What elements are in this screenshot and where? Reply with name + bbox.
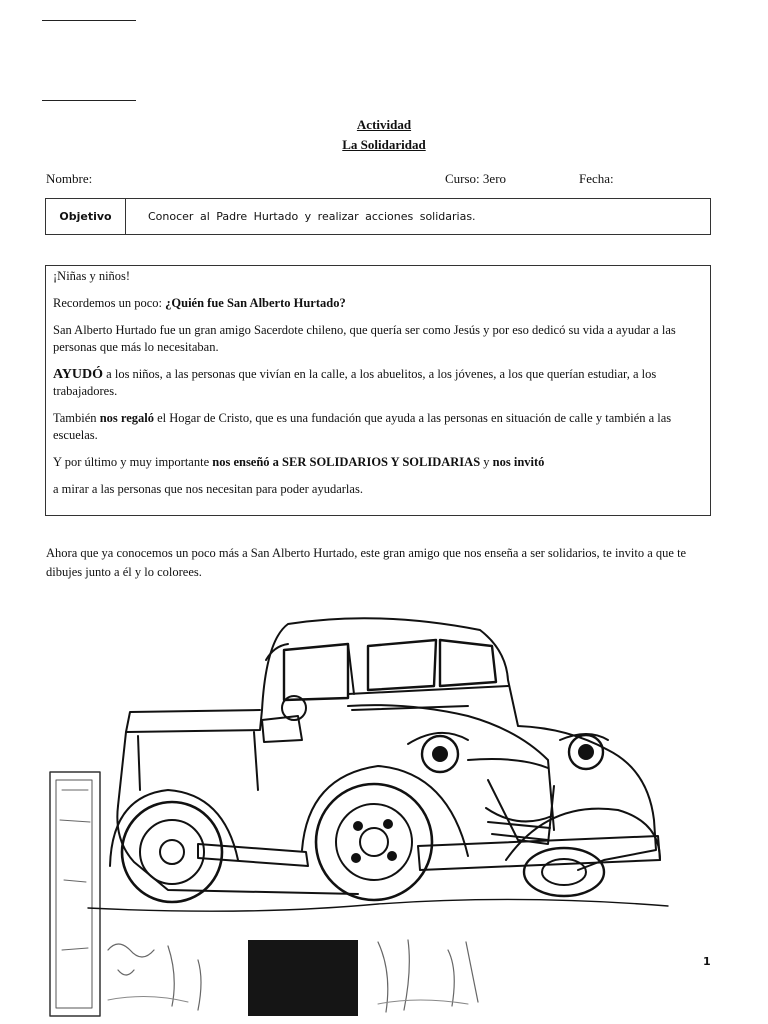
truck-drawing <box>88 618 668 911</box>
page-number: 1 <box>703 955 711 968</box>
fecha-label: Fecha: <box>579 171 614 186</box>
document-subtitle: La Solidaridad <box>342 137 426 152</box>
signature-line-top <box>42 20 136 21</box>
ultimo-paragraph <box>53 454 702 471</box>
nombre-label: Nombre: <box>46 171 93 186</box>
objetivo-label: Objetivo <box>46 199 126 234</box>
people-photo-fragment <box>50 772 478 1016</box>
instruction-paragraph: Ahora que ya conocemos un poco más a San Alberto Hurtado, este gran amigo que nos enseña a ser solidarios, te invito a que te dibujes junto a él y lo colorees. <box>46 546 687 579</box>
ayudo-rest: a los niños, a las personas que vivían en la calle, a los abuelitos, a los jóvenes, a los que querían estudiar, a los trabajadores. <box>53 367 657 398</box>
objetivo-text: Conocer al Padre Hurtado y realizar acciones solidarias. <box>148 210 476 223</box>
ultimo-bold-1: nos enseñó a SER SOLIDARIOS Y SOLIDARIAS <box>212 455 481 469</box>
mirar-paragraph: a mirar a las personas que nos necesitan para poder ayudarlas. <box>53 482 363 496</box>
document-title: Actividad <box>356 117 412 132</box>
truck-coloring-illustration <box>48 590 688 1018</box>
recordemos-question: ¿Quién fue San Alberto Hurtado? <box>165 296 346 310</box>
recordemos-paragraph <box>53 295 702 312</box>
signature-line-second <box>42 100 136 101</box>
info-box <box>45 265 711 516</box>
biography-paragraph: San Alberto Hurtado fue un gran amigo Sacerdote chileno, que quería ser como Jesús y por eso dedicó su vida a ayudar a las personas que más lo necesitaban. <box>53 323 676 354</box>
regalo-rest: el Hogar de Cristo, que es una fundación que ayuda a las personas en situación de calle y también a las escuelas. <box>53 411 672 442</box>
regalo-paragraph <box>53 410 702 444</box>
objetivo-table <box>45 198 711 235</box>
regalo-prefix: También <box>53 411 100 425</box>
ultimo-bold-2: nos invitó <box>492 455 545 469</box>
ultimo-mid: y <box>480 455 493 469</box>
curso-label: Curso: 3ero <box>445 171 507 186</box>
student-info-row <box>46 171 726 189</box>
ayudo-word: AYUDÓ <box>53 367 104 382</box>
recordemos-prefix: Recordemos un poco: <box>53 296 166 310</box>
ultimo-prefix: Y por último y muy importante <box>53 455 213 469</box>
ayudo-paragraph <box>53 366 702 400</box>
regalo-bold: nos regaló <box>99 411 154 425</box>
greeting: ¡Niñas y niños! <box>53 269 131 283</box>
